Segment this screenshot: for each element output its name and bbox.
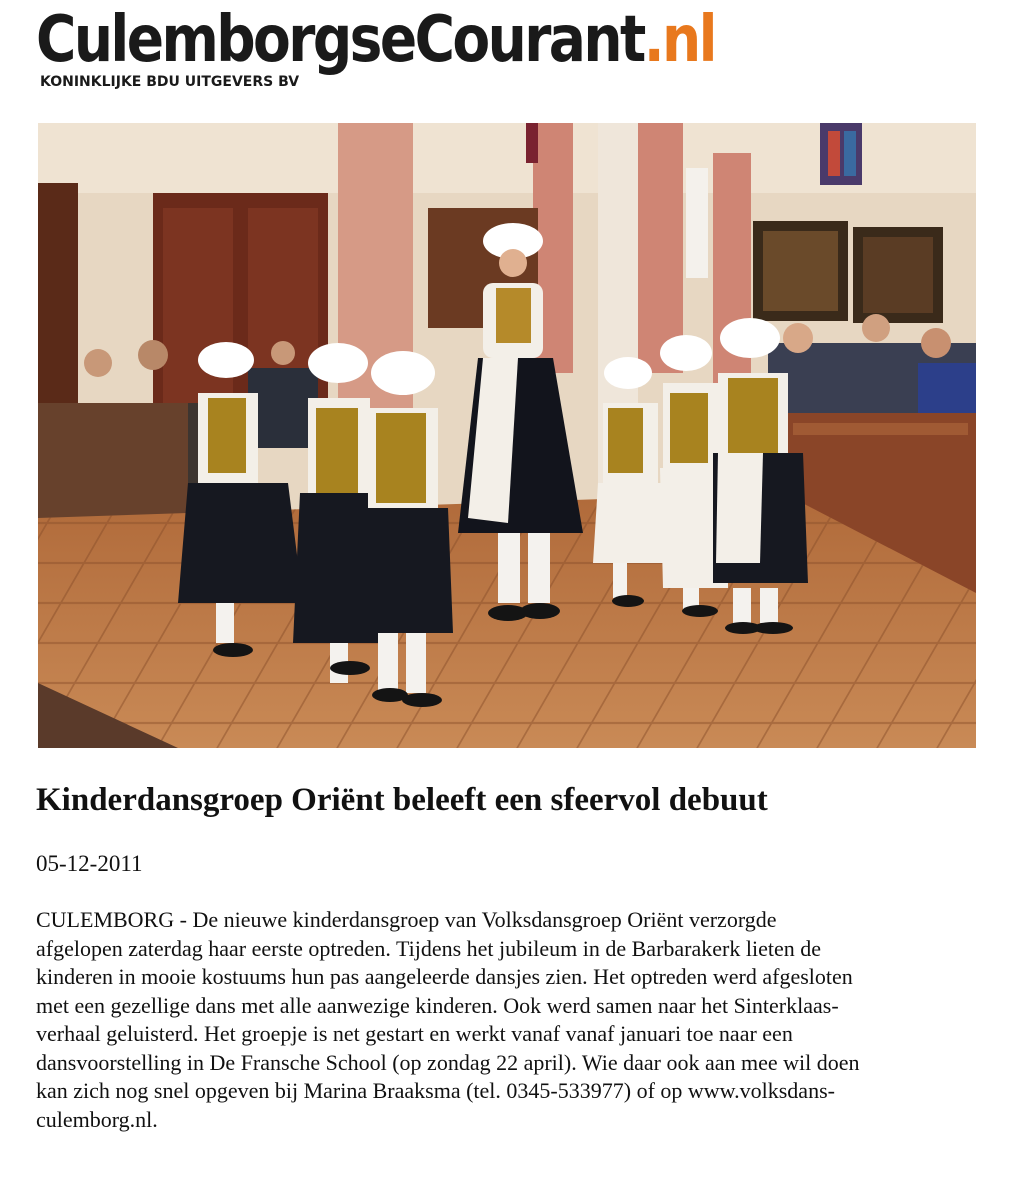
body-line: afgelopen zaterdag haar eerste optreden. Tijdens het jubileum in de Barbarakerk lieten de: [36, 935, 821, 961]
body-line: culemborg.nl.: [36, 1106, 158, 1132]
body-line: met een gezellige dans met alle aanwezige kinderen. Ook werd samen naar het Sinterklaas-: [36, 992, 839, 1018]
article-photo: [38, 123, 976, 748]
children-folk-dance-group-in-church-photo-icon: [38, 123, 976, 748]
article-date: 05-12-2011: [36, 851, 143, 876]
masthead: [36, 0, 836, 100]
body-line: verhaal geluisterd. Het groepje is net gestart en werkt vanaf vanaf januari toe naar een: [36, 1021, 793, 1046]
article-title: Kinderdansgroep Oriënt beleeft een sfeervol debuut: [36, 782, 768, 818]
logo-tld: .nl: [643, 3, 715, 77]
body-line: CULEMBORG - De nieuwe kinderdansgroep van Volksdansgroep Oriënt verzorgde: [36, 907, 777, 932]
publisher-line: KONINKLIJKE BDU UITGEVERS BV: [40, 74, 300, 90]
body-line: kan zich nog snel opgeven bij Marina Braaksma (tel. 0345-533977) of op www.volksdans-: [36, 1078, 835, 1103]
newspaper-logo[interactable]: [36, 0, 715, 80]
article-body: [36, 906, 986, 1134]
logo-name: CulemborgseCourant: [36, 3, 644, 77]
body-line: kinderen in mooie kostuums hun pas aangeleerde dansjes zien. Het optreden werd afgesloten: [36, 964, 853, 989]
body-line: dansvoorstelling in De Fransche School (op zondag 22 april). Wie daar ook aan mee wil doen: [36, 1049, 860, 1075]
